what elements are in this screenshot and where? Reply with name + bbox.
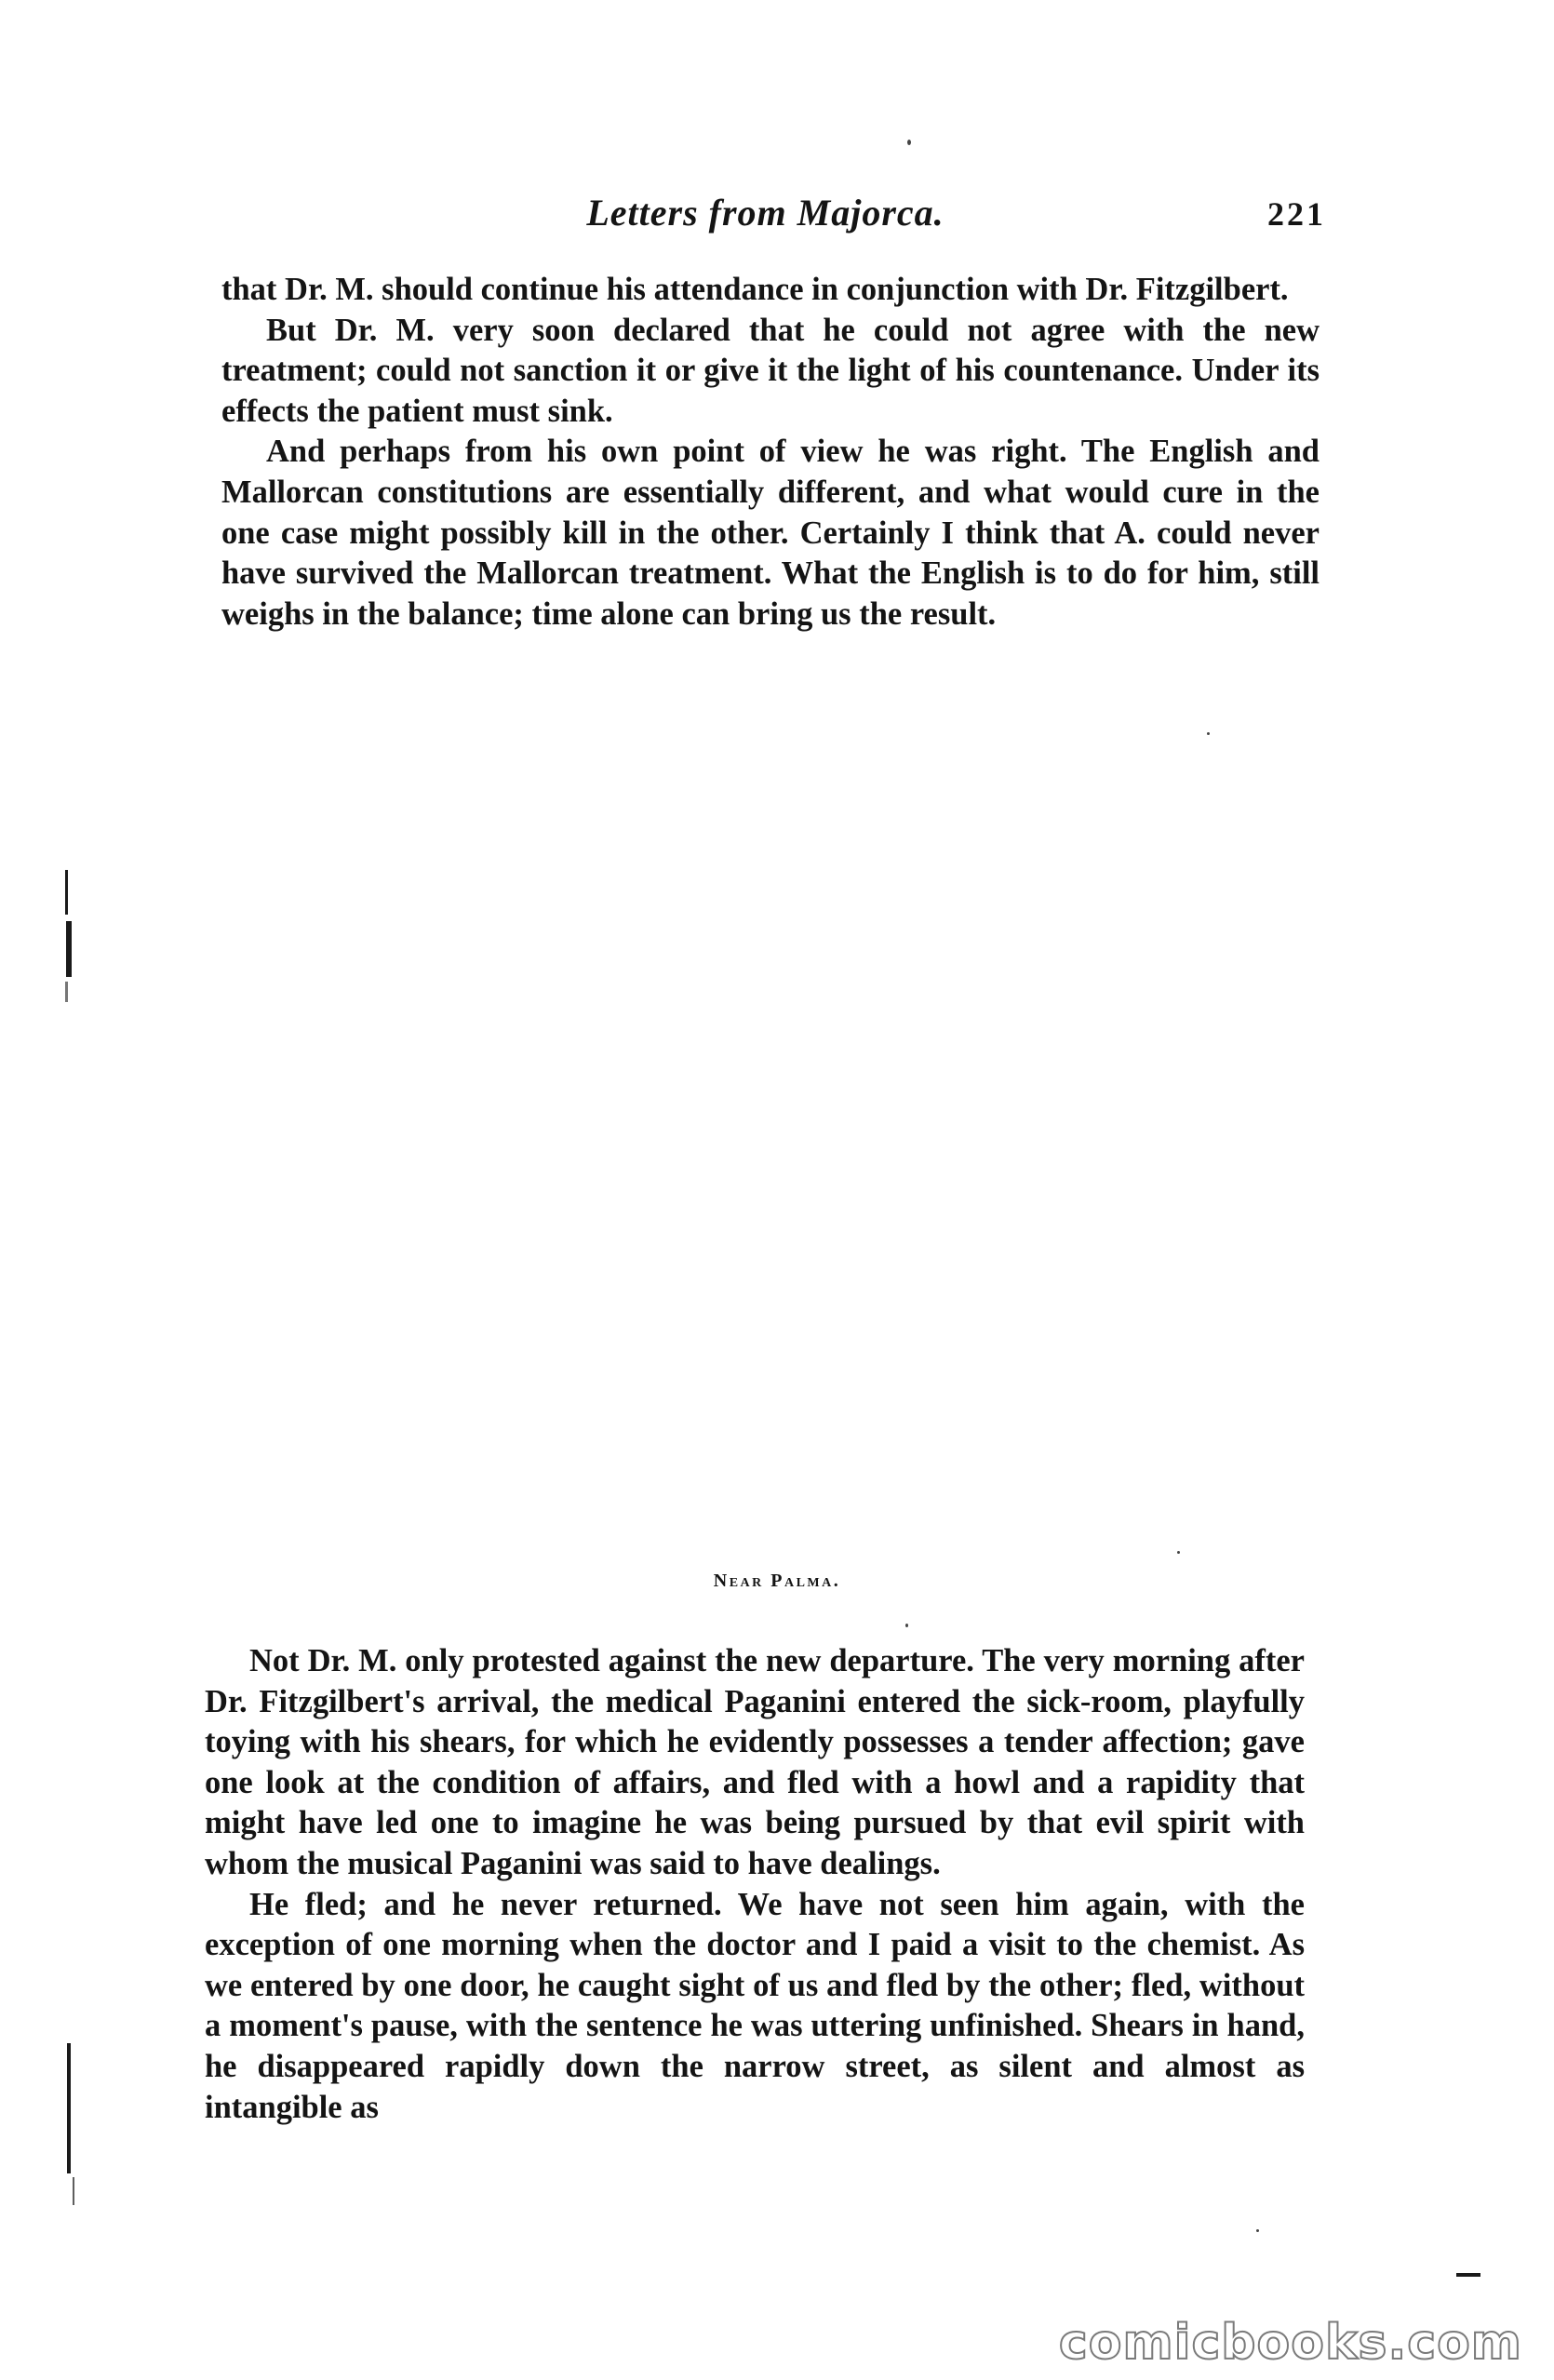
scan-artifact-speck bbox=[1256, 2229, 1259, 2232]
paragraph: But Dr. M. very soon declared that he could not agree with the new treatment; could not sanction it or give it the light of his countenance. Under its effects the patient must sink. bbox=[221, 312, 1320, 429]
scan-artifact-mark bbox=[67, 2043, 71, 2173]
scan-artifact-speck bbox=[1177, 1551, 1180, 1554]
scan-artifact-mark bbox=[73, 2177, 74, 2205]
scan-artifact-mark bbox=[65, 982, 68, 1002]
running-title: Letters from Majorca. bbox=[586, 192, 944, 234]
watermark-logo: comicbooks.com bbox=[1058, 2315, 1522, 2371]
scan-artifact-mark bbox=[1456, 2273, 1480, 2277]
paragraph: that Dr. M. should continue his attendance in conjunction with Dr. Fitzgilbert. bbox=[221, 272, 1289, 307]
page-number: 221 bbox=[1267, 195, 1326, 233]
scan-artifact-mark bbox=[65, 870, 68, 915]
body-text-bottom bbox=[205, 1641, 1305, 2128]
paragraph: He fled; and he never returned. We have not seen him again, with the exception of one morning when the doctor and I paid a visit to the chemist. As we entered by one door, he caught sight of us and fled by the other; fled, without a moment's pause, with the sentence he was uttering unfinished. Shears in hand, he disappeared rapidly down the narrow street, as silent and almost as intangible as bbox=[205, 1886, 1305, 2125]
illustration-caption: Near Palma. bbox=[713, 1571, 841, 1591]
scan-artifact-speck bbox=[1207, 732, 1210, 735]
scan-artifact-speck bbox=[905, 1624, 908, 1627]
paragraph: And perhaps from his own point of view he was right. The English and Mallorcan constitutions are essentially different, and what would cure in the one case might possibly kill in the other. Certainly I think that A. could never have survived the Mallorcan treatment. What the English is to do for him, still weighs in the balance; time alone can bring us the result. bbox=[221, 434, 1320, 632]
scan-artifact-mark bbox=[66, 921, 72, 977]
paragraph: Not Dr. M. only protested against the new departure. The very morning after Dr. Fitzgilbert's arrival, the medical Paganini entered the sick-room, playfully toying with his shears, for which he evidently possesses a tender affection; gave one look at the condition of affairs, and fled with a howl and a rapidity that might have led one to imagine he was being pursued by that evil spirit with whom the musical Paganini was said to have dealings. bbox=[205, 1643, 1305, 1881]
page-header bbox=[205, 191, 1326, 247]
scan-artifact-speck bbox=[907, 140, 911, 145]
body-text-top bbox=[221, 270, 1320, 635]
